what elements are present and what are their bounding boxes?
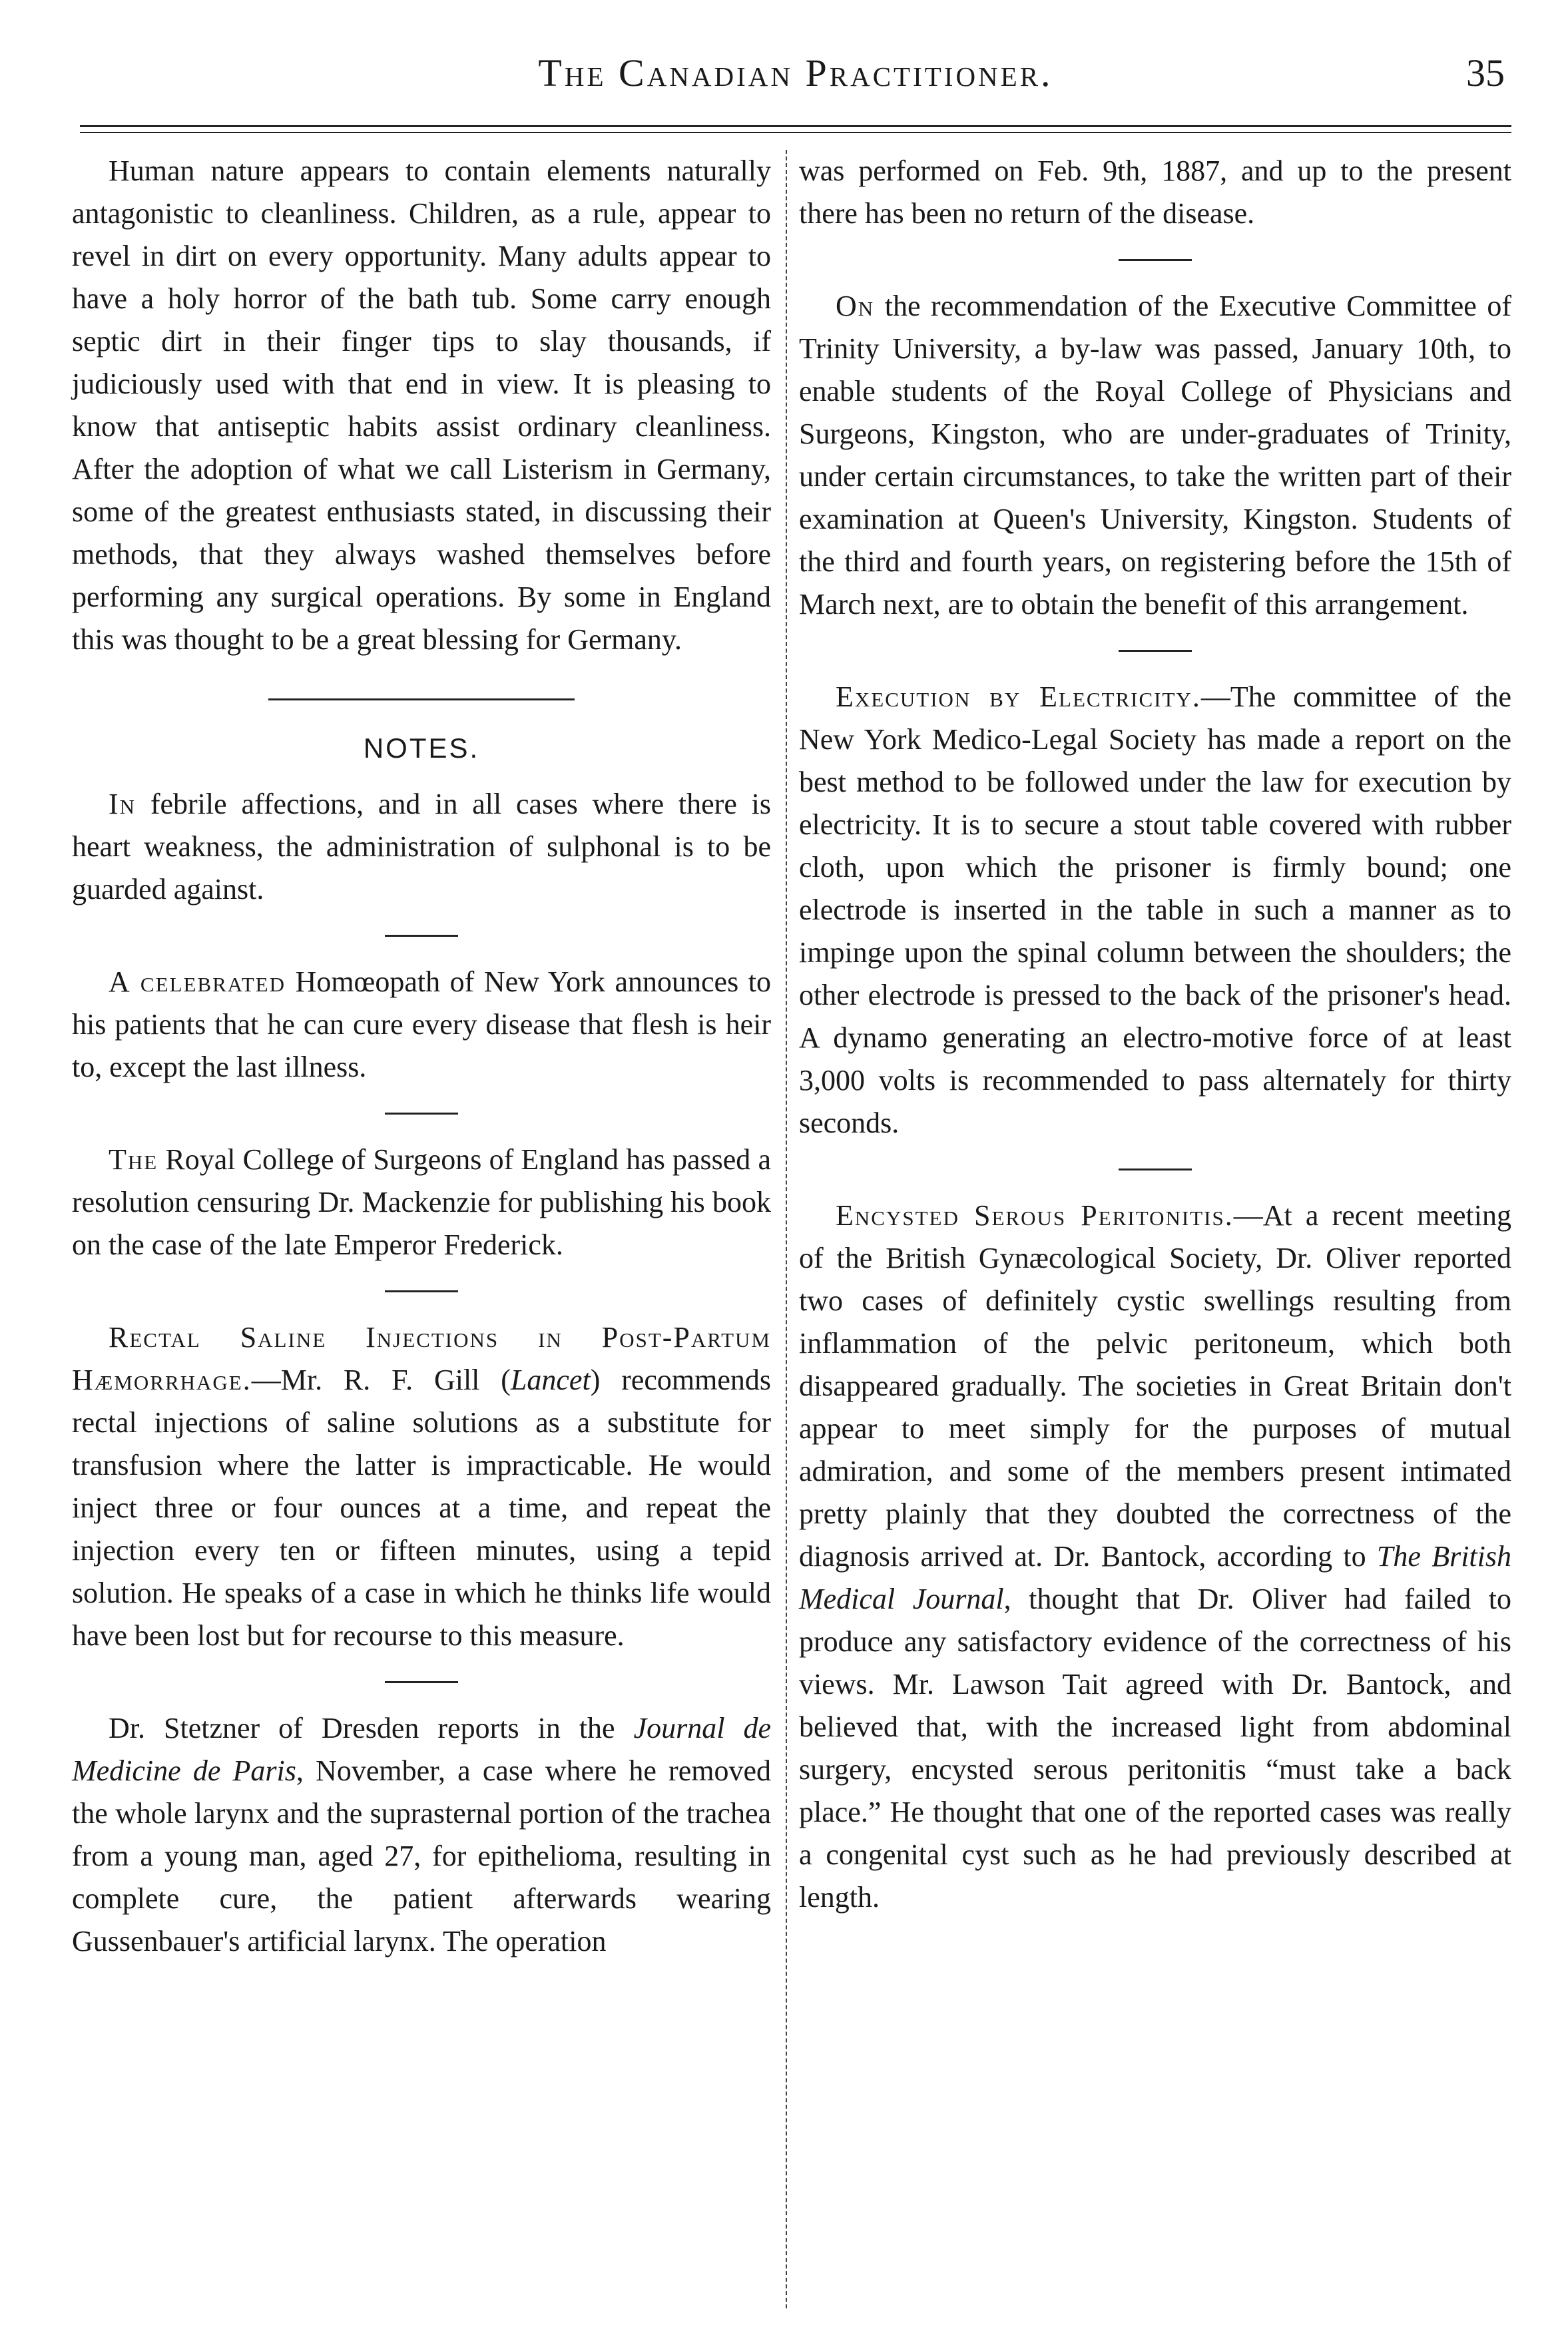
- note-separator: [1119, 650, 1192, 652]
- note-text: Royal College of Surgeons of England has passed a resolution censuring Dr. Mackenzie for publishing his book on the case of the late Emperor Frederick.: [72, 1143, 771, 1261]
- page-header: [80, 47, 1511, 113]
- note-text: —Mr. R. F. Gill (: [251, 1364, 511, 1396]
- note-heading: Execution by Electricity.: [836, 680, 1201, 713]
- section-rule: [268, 698, 575, 700]
- header-rule: [80, 125, 1511, 127]
- note-rectal-saline: [72, 1316, 771, 1657]
- note-text: febrile affections, and in all cases where there is heart weakness, the administration of sulphonal is to be guarded against.: [72, 788, 771, 906]
- note-separator: [1119, 259, 1192, 261]
- note-separator: [1119, 1168, 1192, 1170]
- note-lead: The: [109, 1143, 158, 1176]
- note-lead: In: [109, 788, 136, 820]
- note-heading: Encysted Serous Peritonitis.: [836, 1199, 1234, 1232]
- note-continuation: was performed on Feb. 9th, 1887, and up to the present there has been no return of the disease.: [799, 154, 1511, 230]
- right-column: [799, 150, 1511, 2295]
- note-sulphonal: [72, 783, 771, 911]
- paragraph-human-nature: Human nature appears to contain elements naturally antagonistic to cleanliness. Children, as a rule, appear to revel in dirt on every opportunity. Many adults appear to have a holy horror of the bath tub. Some carry enough septic dirt in their finger tips to slay thousands, if judiciously used with that end in view. It is pleasing to know that antiseptic habits assist ordinary cleanliness. After the adoption of what we call Listerism in Germany, some of the greatest enthusiasts stated, in discussing their methods, that they always washed themselves before performing any surgical operations. By some in England this was thought to be a great blessing for Germany.: [72, 154, 771, 656]
- notes-heading: NOTES.: [363, 732, 480, 764]
- header-rule-secondary: [80, 132, 1511, 133]
- note-source: Lancet: [510, 1364, 591, 1396]
- note-stetzner: [72, 1707, 771, 1963]
- note-text: Homœopath of New York announces to his patients that he can cure every disease that flesh is heir to, except the last illness.: [72, 965, 771, 1083]
- note-lead: A celebrated: [109, 965, 286, 998]
- page-number: 35: [1466, 51, 1505, 95]
- left-column: [72, 150, 771, 2295]
- note-peritonitis: [799, 1194, 1511, 1919]
- column-divider: [786, 150, 787, 2308]
- note-separator: [385, 935, 458, 937]
- note-trinity: [799, 285, 1511, 626]
- note-royal-college: [72, 1139, 771, 1266]
- note-separator: [385, 1681, 458, 1683]
- note-separator: [385, 1113, 458, 1115]
- note-heading: Rectal Saline Injections in Post-Partum Hæmorrhage.: [72, 1321, 771, 1396]
- note-source: The British Medical Journal: [799, 1540, 1512, 1615]
- note-text: —The committee of the New York Medico-Legal Society has made a report on the best method to be followed under the law for execution by electricity. It is to secure a stout table covered with rubber cloth, upon which the prisoner is firmly bound; one electrode is inserted in the table in such a manner as to impinge upon the spinal column between the shoulders; the other electrode is pressed to the back of the prisoner's head. A dynamo generating an electro-motive force of at least 3,000 volts is recommended to pass alternately for thirty seconds.: [799, 680, 1512, 1139]
- note-text: ) recommends rectal injections of saline solutions as a substitute for transfusion where the latter is impracticable. He would inject three or four ounces at a time, and repeat the injection every ten or fifteen minutes, using a tepid solution. He speaks of a case in which he thinks life would have been lost but for recourse to this measure.: [72, 1364, 772, 1652]
- note-text: , thought that Dr. Oliver had failed to produce any satisfactory evidence of the correctness of his views. Mr. Lawson Tait agreed with Dr. Bantock, and believed that, with the increased light from abdominal surgery, encysted serous peritonitis “must take a back place.” He thought that one of the reported cases was really a congenital cyst such as he had previously described at length.: [799, 1583, 1511, 1914]
- note-source: Journal de Medicine de Paris: [72, 1712, 771, 1787]
- note-electricity: [799, 676, 1511, 1145]
- note-text: —At a recent meeting of the British Gynæcological Society, Dr. Oliver reported two cases of definitely cystic swellings resulting from inflammation of the pelvic peritoneum, which both disappeared gradually. The societies in Great Britain don't appear to meet simply for the purposes of mutual admiration, and some of the members present intimated pretty plainly that they doubted the correctness of the diagnosis arrived at. Dr. Bantock, according to: [799, 1199, 1512, 1573]
- note-separator: [385, 1290, 458, 1292]
- note-text: the recommendation of the Executive Committee of Trinity University, a by-law was passed, January 10th, to enable students of the Royal College of Physicians and Surgeons, Kingston, who are under-graduates of Trinity, under certain circumstances, to take the written part of their examination at Queen's University, Kingston. Students of the third and fourth years, on registering before the 15th of March next, are to obtain the benefit of this arrangement.: [799, 290, 1511, 621]
- note-text: Dr. Stetzner of Dresden reports in the: [109, 1712, 634, 1744]
- note-lead: On: [836, 290, 875, 322]
- note-homoeopath: [72, 961, 771, 1089]
- note-text: , November, a case where he removed the whole larynx and the suprasternal portion of the trachea from a young man, aged 27, for epithelioma, resulting in complete cure, the patient afterwards wearing Gussenbauer's artificial larynx. The operation: [72, 1754, 771, 1957]
- journal-title: The Canadian Practitioner.: [538, 51, 1053, 95]
